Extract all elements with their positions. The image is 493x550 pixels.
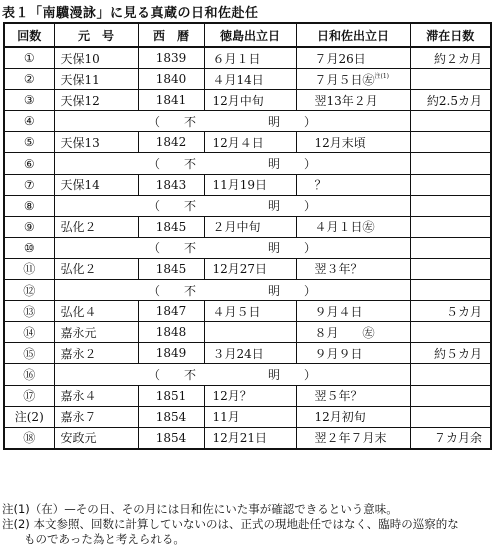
cell-departure-hiwasa-text: 12月初旬 xyxy=(314,410,366,425)
cell-stay xyxy=(410,385,491,406)
cell-year: 1842 xyxy=(138,132,204,153)
cell-count: ⑨ xyxy=(4,216,54,237)
cell-departure-hiwasa xyxy=(296,90,410,111)
cell-departure-hiwasa xyxy=(296,406,410,427)
cell-count: 注(2) xyxy=(4,406,54,427)
cell-departure-tokushima: ２月中旬 xyxy=(204,216,296,237)
cell-unknown: （ 不 明 ） xyxy=(54,237,410,258)
cell-departure-hiwasa-text: ７月26日 xyxy=(314,51,366,66)
table-row xyxy=(4,216,491,237)
cell-era: 天保13 xyxy=(54,132,138,153)
cell-stay xyxy=(410,111,491,132)
cell-stay xyxy=(410,195,491,216)
cell-era: 弘化２ xyxy=(54,216,138,237)
cell-departure-hiwasa xyxy=(296,427,410,449)
cell-year: 1851 xyxy=(138,385,204,406)
cell-era: 天保14 xyxy=(54,174,138,195)
cell-count: ⑬ xyxy=(4,301,54,322)
cell-departure-hiwasa-text: ９月９日 xyxy=(314,346,363,361)
cell-year: 1845 xyxy=(138,258,204,279)
cell-year: 1849 xyxy=(138,343,204,364)
cell-era: 嘉永２ xyxy=(54,343,138,364)
cell-stay xyxy=(410,237,491,258)
cell-stay xyxy=(410,216,491,237)
cell-count: ⑰ xyxy=(4,385,54,406)
cell-count: ⑥ xyxy=(4,153,54,174)
table-row xyxy=(4,280,491,301)
cell-year: 1854 xyxy=(138,406,204,427)
cell-year: 1848 xyxy=(138,322,204,343)
cell-count: ⑦ xyxy=(4,174,54,195)
cell-departure-hiwasa-text: 翌13年２月 xyxy=(314,93,378,108)
cell-count: ⑩ xyxy=(4,237,54,258)
cell-stay: 約2.5カ月 xyxy=(410,90,491,111)
cell-stay xyxy=(410,174,491,195)
cell-stay: ５カ月 xyxy=(410,301,491,322)
header-departure-tokushima: 徳島出立日 xyxy=(204,23,296,47)
table-row xyxy=(4,237,491,258)
table-row xyxy=(4,195,491,216)
cell-year: 1839 xyxy=(138,47,204,69)
table-row xyxy=(4,174,491,195)
cell-departure-hiwasa xyxy=(296,322,410,343)
cell-era: 天保11 xyxy=(54,69,138,90)
cell-departure-hiwasa-text: 翌５年？ xyxy=(314,389,363,404)
header-departure-hiwasa: 日和佐出立日 xyxy=(296,23,410,47)
cell-year: 1841 xyxy=(138,90,204,111)
cell-count: ④ xyxy=(4,111,54,132)
cell-year: 1845 xyxy=(138,216,204,237)
cell-departure-tokushima xyxy=(204,322,296,343)
table-row xyxy=(4,153,491,174)
cell-departure-tokushima: ３月24日 xyxy=(204,343,296,364)
cell-departure-tokushima: 11月 xyxy=(204,406,296,427)
header-era: 元 号 xyxy=(54,23,138,47)
cell-departure-hiwasa-text: ９月４日 xyxy=(314,304,363,319)
cell-count: ⑱ xyxy=(4,427,54,449)
cell-unknown: （ 不 明 ） xyxy=(54,364,410,385)
cell-departure-hiwasa xyxy=(296,385,410,406)
footnote-2: 注(2) 本文参照、回数に計算していないのは、正式の現地赴任ではなく、臨時の巡察的な xyxy=(2,517,459,531)
table-row xyxy=(4,364,491,385)
cell-departure-hiwasa xyxy=(296,174,410,195)
cell-era: 天保10 xyxy=(54,47,138,69)
header-stay: 滞在日数 xyxy=(410,23,491,47)
cell-departure-hiwasa-text: ？ xyxy=(314,178,327,193)
footnote-2-continued: ものであった為と考えられる。 xyxy=(24,532,185,546)
cell-count: ③ xyxy=(4,90,54,111)
cell-count: ⑭ xyxy=(4,322,54,343)
cell-unknown: （ 不 明 ） xyxy=(54,195,410,216)
cell-count: ⑫ xyxy=(4,280,54,301)
cell-era: 天保12 xyxy=(54,90,138,111)
cell-departure-tokushima: 12月４日 xyxy=(204,132,296,153)
cell-departure-tokushima: ４月５日 xyxy=(204,301,296,322)
cell-departure-hiwasa xyxy=(296,47,410,69)
cell-stay xyxy=(410,132,491,153)
table-row xyxy=(4,47,491,69)
cell-year: 1854 xyxy=(138,427,204,449)
footnote-1: 注(1)（在）—その日、その月には日和佐にいた事が確認できるという意味。 xyxy=(2,502,398,516)
cell-stay: ７カ月余 xyxy=(410,427,491,449)
cell-count: ⑧ xyxy=(4,195,54,216)
cell-year: 1847 xyxy=(138,301,204,322)
table-row xyxy=(4,69,491,90)
cell-departure-hiwasa xyxy=(296,132,410,153)
cell-count: ⑤ xyxy=(4,132,54,153)
assignment-table xyxy=(3,22,492,450)
cell-count: ① xyxy=(4,47,54,69)
cell-count: ⑪ xyxy=(4,258,54,279)
footnotes xyxy=(2,502,459,547)
cell-count: ⑮ xyxy=(4,343,54,364)
table-row xyxy=(4,132,491,153)
cell-departure-tokushima: 11月19日 xyxy=(204,174,296,195)
table-row xyxy=(4,90,491,111)
cell-stay xyxy=(410,406,491,427)
cell-unknown: （ 不 明 ） xyxy=(54,111,410,132)
cell-era: 嘉永７ xyxy=(54,406,138,427)
cell-departure-hiwasa xyxy=(296,216,410,237)
cell-stay xyxy=(410,280,491,301)
cell-departure-tokushima: 12月中旬 xyxy=(204,90,296,111)
cell-era: 安政元 xyxy=(54,427,138,449)
cell-era: 弘化２ xyxy=(54,258,138,279)
footnote-marker: 注(1) xyxy=(374,72,390,80)
cell-departure-tokushima: ４月14日 xyxy=(204,69,296,90)
cell-departure-hiwasa-text: ４月１日㊧ xyxy=(314,220,375,235)
cell-count: ② xyxy=(4,69,54,90)
table-row xyxy=(4,385,491,406)
table-row xyxy=(4,111,491,132)
cell-year: 1843 xyxy=(138,174,204,195)
table-title: 表１「南驥漫詠」に見る真蔵の日和佐赴任 xyxy=(2,6,259,21)
cell-unknown: （ 不 明 ） xyxy=(54,280,410,301)
cell-departure-tokushima: 12月？ xyxy=(204,385,296,406)
header-year: 西 暦 xyxy=(138,23,204,47)
cell-departure-hiwasa-text: 12月末頃 xyxy=(314,135,366,150)
cell-departure-hiwasa xyxy=(296,69,410,90)
header-count: 回数 xyxy=(4,23,54,47)
header-row xyxy=(4,23,491,47)
cell-era: 嘉永４ xyxy=(54,385,138,406)
cell-departure-hiwasa xyxy=(296,258,410,279)
cell-departure-hiwasa xyxy=(296,301,410,322)
cell-stay xyxy=(410,322,491,343)
table-row xyxy=(4,427,491,449)
cell-stay xyxy=(410,69,491,90)
cell-departure-tokushima: ６月１日 xyxy=(204,47,296,69)
cell-departure-hiwasa-text: 翌３年？ xyxy=(314,262,363,277)
cell-count: ⑯ xyxy=(4,364,54,385)
table-row xyxy=(4,322,491,343)
table-row xyxy=(4,406,491,427)
cell-departure-hiwasa xyxy=(296,343,410,364)
table-body xyxy=(4,47,491,449)
cell-departure-hiwasa-text: 翌２年７月末 xyxy=(314,431,387,446)
cell-stay xyxy=(410,153,491,174)
cell-era: 弘化４ xyxy=(54,301,138,322)
table-row xyxy=(4,258,491,279)
cell-departure-tokushima: 12月27日 xyxy=(204,258,296,279)
cell-stay: 約２カ月 xyxy=(410,47,491,69)
table-row xyxy=(4,343,491,364)
cell-year: 1840 xyxy=(138,69,204,90)
cell-era: 嘉永元 xyxy=(54,322,138,343)
cell-unknown: （ 不 明 ） xyxy=(54,153,410,174)
cell-stay xyxy=(410,258,491,279)
cell-departure-hiwasa-text: ７月５日㊧ xyxy=(314,72,375,87)
cell-stay xyxy=(410,364,491,385)
cell-departure-tokushima: 12月21日 xyxy=(204,427,296,449)
cell-stay: 約５カ月 xyxy=(410,343,491,364)
cell-departure-hiwasa-text: ８月 ㊧ xyxy=(314,325,375,340)
table-row xyxy=(4,301,491,322)
